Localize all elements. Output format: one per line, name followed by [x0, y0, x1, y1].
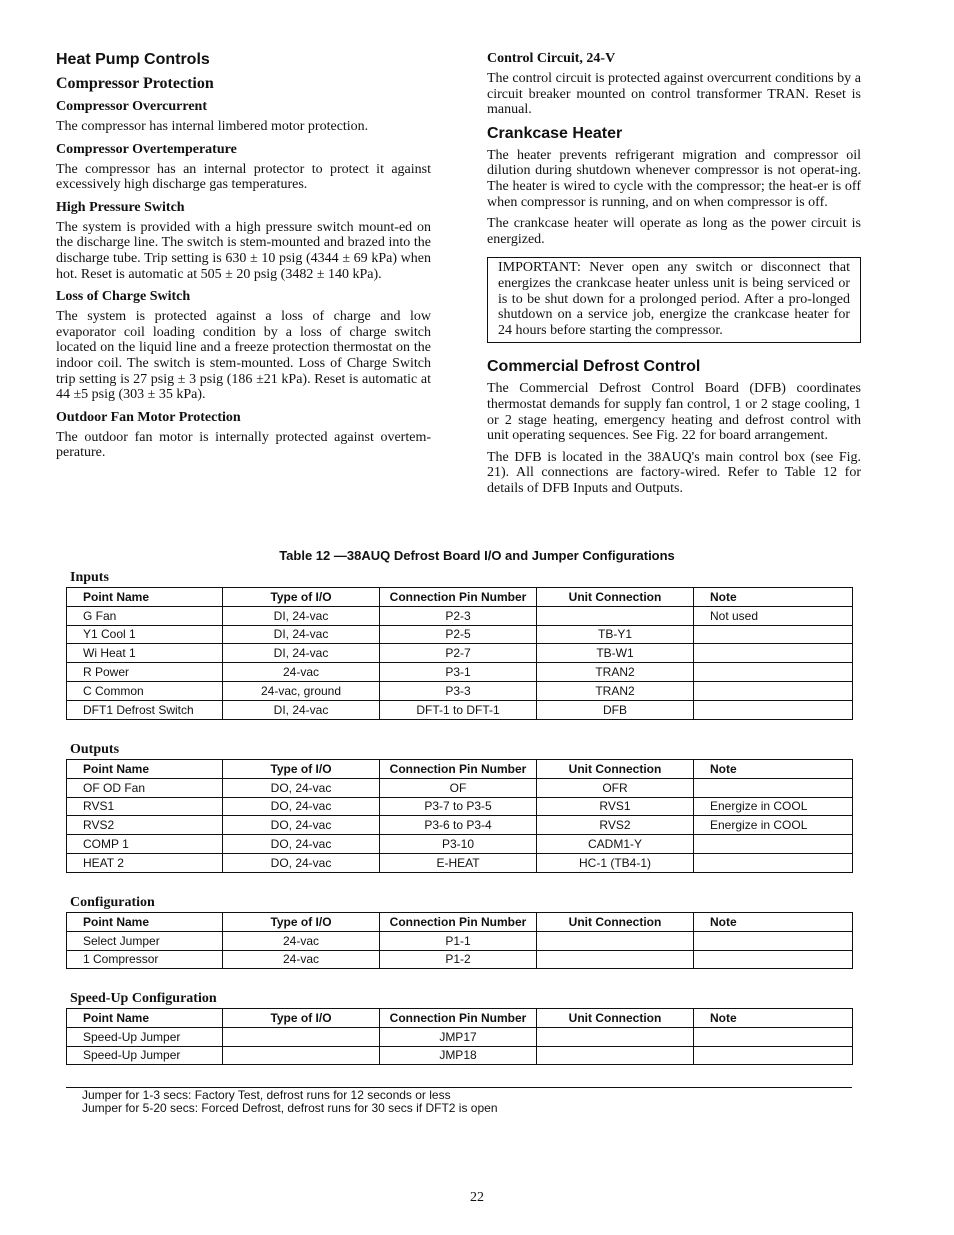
table-header-row: [67, 1009, 853, 1028]
table-row: [67, 1027, 853, 1046]
table-cell: DO, 24-vac: [223, 797, 380, 816]
table-cell: P3-1: [380, 663, 537, 682]
table-cell: DO, 24-vac: [223, 816, 380, 835]
table-cell: P3-10: [380, 835, 537, 854]
table-cell: DFB: [537, 700, 694, 719]
table-cell: [694, 644, 853, 663]
table-cell: DI, 24-vac: [223, 606, 380, 625]
heat-pump-controls-heading: Heat Pump Controls: [56, 51, 210, 68]
table-cell: DO, 24-vac: [223, 778, 380, 797]
defrost-paragraph: The Commercial Defrost Control Board (DFB) coordinates thermostat demands for supply fan control, 1 or 2 stage cooling, 1 or 2 stage heating, emergency heating and defrost control with unit operating sequences. See Fig. 22 for board arrangement.: [487, 381, 861, 444]
table-row: [67, 644, 853, 663]
table-header-row: [67, 588, 853, 607]
speedup-table-block: [66, 990, 852, 1065]
table-cell: OFR: [537, 778, 694, 797]
table-cell: TB-Y1: [537, 625, 694, 644]
col-header: Type of I/O: [223, 760, 380, 779]
col-header: Connection Pin Number: [380, 588, 537, 607]
table-cell: C Common: [67, 681, 223, 700]
table-row: [67, 681, 853, 700]
table-cell: [694, 1046, 853, 1065]
table-cell: [694, 700, 853, 719]
col-header: Note: [694, 760, 853, 779]
table-title: Table 12 —38AUQ Defrost Board I/O and Jumper Configurations: [279, 548, 675, 563]
table-cell: Energize in COOL: [694, 797, 853, 816]
table-row: [67, 816, 853, 835]
section-title: Outdoor Fan Motor Protection: [56, 409, 241, 425]
configuration-table: [66, 912, 853, 969]
section-text: The compressor has an internal protector to protect it against excessively high discharge gas temperatures.: [56, 161, 431, 193]
table-label: Inputs: [70, 570, 109, 585]
col-header: Unit Connection: [537, 1009, 694, 1028]
table-cell: 24-vac: [223, 950, 380, 969]
footnote: Jumper for 5-20 secs: Forced Defrost, defrost runs for 30 secs if DFT2 is open: [82, 1101, 498, 1115]
table-cell: TRAN2: [537, 663, 694, 682]
control-circuit-text: The control circuit is protected against overcurrent conditions by a circuit breaker mounted on control transformer TRAN. Reset is manual.: [487, 71, 861, 118]
table-cell: Y1 Cool 1: [67, 625, 223, 644]
section-title: Compressor Overtemperature: [56, 141, 237, 157]
table-cell: DFT1 Defrost Switch: [67, 700, 223, 719]
col-header: Note: [694, 913, 853, 932]
outputs-table-block: [66, 741, 852, 873]
table-cell: [694, 663, 853, 682]
table-cell: Not used: [694, 606, 853, 625]
table-cell: [694, 1027, 853, 1046]
col-header: Point Name: [67, 913, 223, 932]
footnote: Jumper for 1-3 secs: Factory Test, defrost runs for 12 seconds or less: [82, 1088, 451, 1102]
col-header: Point Name: [67, 588, 223, 607]
table-row: [67, 663, 853, 682]
col-header: Point Name: [67, 760, 223, 779]
col-header: Type of I/O: [223, 1009, 380, 1028]
outputs-table: [66, 759, 853, 873]
table-cell: RVS1: [67, 797, 223, 816]
table-cell: P3-6 to P3-4: [380, 816, 537, 835]
table-cell: DI, 24-vac: [223, 700, 380, 719]
table-row: [67, 931, 853, 950]
important-notice-text: IMPORTANT: Never open any switch or disconnect that energizes the crankcase heater unless unit is being serviced or is to be shut down for a prolonged period. After a pro-longed shutdown on a service job, energize the crankcase heater for 24 hours before starting the compressor.: [498, 260, 850, 338]
table-cell: TRAN2: [537, 681, 694, 700]
col-header: Note: [694, 588, 853, 607]
table-cell: [537, 606, 694, 625]
table-cell: DO, 24-vac: [223, 835, 380, 854]
table-label: Outputs: [70, 742, 120, 757]
table-cell: [537, 1027, 694, 1046]
table-row: [67, 835, 853, 854]
table-cell: Wi Heat 1: [67, 644, 223, 663]
table-cell: [223, 1027, 380, 1046]
table-cell: DI, 24-vac: [223, 644, 380, 663]
table-cell: RVS2: [537, 816, 694, 835]
table-cell: G Fan: [67, 606, 223, 625]
defrost-paragraph: The DFB is located in the 38AUQ's main control box (see Fig. 21). All connections are factory-wired. Refer to Table 12 for details of DFB Inputs and Outputs.: [487, 449, 861, 496]
table-row: [67, 700, 853, 719]
table-label: Configuration: [70, 895, 155, 910]
table-cell: [537, 950, 694, 969]
commercial-defrost-heading: Commercial Defrost Control: [487, 358, 701, 376]
col-header: Unit Connection: [537, 588, 694, 607]
table-row: [67, 950, 853, 969]
table-label: Speed-Up Configuration: [70, 991, 217, 1006]
important-notice-box: [487, 257, 861, 343]
table-cell: P2-5: [380, 625, 537, 644]
configuration-table-block: [66, 894, 852, 969]
table-cell: P3-3: [380, 681, 537, 700]
section-text: The system is provided with a high pressure switch mount-ed on the discharge line. The switch is stem-mounted and brazed into the discharge tube. Trip setting is 630 ± 10 psig (4344 ± 69 kPa) when hot. Reset is automatic at 505 ± 20 psig (3482 ± 140 kPa).: [56, 219, 431, 282]
compressor-protection-heading: Compressor Protection: [56, 75, 214, 92]
table-cell: HEAT 2: [67, 853, 223, 872]
table-cell: OF: [380, 778, 537, 797]
inputs-table: [66, 587, 853, 720]
crankcase-paragraph: The crankcase heater will operate as long as the power circuit is energized.: [487, 216, 861, 247]
right-column: [487, 50, 861, 502]
table-cell: JMP18: [380, 1046, 537, 1065]
table-row: [67, 625, 853, 644]
table-cell: RVS1: [537, 797, 694, 816]
table-cell: [694, 853, 853, 872]
table-header-row: [67, 760, 853, 779]
control-circuit-title: Control Circuit, 24-V: [487, 51, 616, 66]
table-cell: DO, 24-vac: [223, 853, 380, 872]
col-header: Type of I/O: [223, 588, 380, 607]
table-row: [67, 606, 853, 625]
table-cell: [694, 931, 853, 950]
col-header: Connection Pin Number: [380, 913, 537, 932]
table-cell: DI, 24-vac: [223, 625, 380, 644]
section-text: The outdoor fan motor is internally protected against overtem-perature.: [56, 429, 431, 461]
table-cell: R Power: [67, 663, 223, 682]
footnotes: [82, 1089, 498, 1115]
col-header: Connection Pin Number: [380, 1009, 537, 1028]
col-header: Point Name: [67, 1009, 223, 1028]
crankcase-heater-heading: Crankcase Heater: [487, 124, 623, 142]
table-cell: CADM1-Y: [537, 835, 694, 854]
table-cell: [694, 681, 853, 700]
section-title: Compressor Overcurrent: [56, 99, 207, 114]
table-cell: Energize in COOL: [694, 816, 853, 835]
table-row: [67, 853, 853, 872]
speedup-table: [66, 1008, 853, 1065]
col-header: Unit Connection: [537, 760, 694, 779]
section-title: Loss of Charge Switch: [56, 289, 191, 305]
table-cell: P1-1: [380, 931, 537, 950]
table-cell: RVS2: [67, 816, 223, 835]
table-row: [67, 797, 853, 816]
left-column: [56, 50, 431, 467]
inputs-table-block: [66, 569, 852, 720]
table-cell: HC-1 (TB4-1): [537, 853, 694, 872]
col-header: Type of I/O: [223, 913, 380, 932]
table-cell: 24-vac: [223, 931, 380, 950]
table-cell: Select Jumper: [67, 931, 223, 950]
table-cell: P3-7 to P3-5: [380, 797, 537, 816]
table-cell: 24-vac: [223, 663, 380, 682]
crankcase-paragraph: The heater prevents refrigerant migration and compressor oil dilution during shutdown whenever compressor is not operat-ing. The heater is wired to cycle with the compressor; the heat-er is off when compressor is running, and on when compressor is off.: [487, 147, 861, 210]
col-header: Connection Pin Number: [380, 760, 537, 779]
table-header-row: [67, 913, 853, 932]
table-row: [67, 1046, 853, 1065]
table-cell: [694, 778, 853, 797]
table-cell: TB-W1: [537, 644, 694, 663]
table-cell: COMP 1: [67, 835, 223, 854]
table-cell: OF OD Fan: [67, 778, 223, 797]
table-cell: [223, 1046, 380, 1065]
table-cell: P2-3: [380, 606, 537, 625]
section-text: The system is protected against a loss of charge and low evaporator coil loading condition by a loss of charge switch located on the liquid line and a freeze protection thermostat on the indoor coil. The switch is stem-mounted. Loss of Charge Switch trip setting is 27 psig ± 3 psig (186 ±21 kPa). Reset is automatic at 44 ±5 psig (303 ± 35 kPa).: [56, 309, 431, 403]
table-cell: [537, 1046, 694, 1065]
col-header: Unit Connection: [537, 913, 694, 932]
table-row: [67, 778, 853, 797]
table-cell: Speed-Up Jumper: [67, 1046, 223, 1065]
table-cell: [694, 950, 853, 969]
table-cell: Speed-Up Jumper: [67, 1027, 223, 1046]
table-cell: P2-7: [380, 644, 537, 663]
page-number: 22: [470, 1190, 484, 1205]
table-cell: 24-vac, ground: [223, 681, 380, 700]
table-cell: [694, 625, 853, 644]
table-cell: DFT-1 to DFT-1: [380, 700, 537, 719]
section-text: The compressor has internal limbered motor protection.: [56, 119, 369, 134]
table-cell: 1 Compressor: [67, 950, 223, 969]
table-cell: E-HEAT: [380, 853, 537, 872]
table-cell: P1-2: [380, 950, 537, 969]
table-cell: JMP17: [380, 1027, 537, 1046]
section-title: High Pressure Switch: [56, 199, 185, 215]
table-cell: [694, 835, 853, 854]
table-cell: [537, 931, 694, 950]
col-header: Note: [694, 1009, 853, 1028]
